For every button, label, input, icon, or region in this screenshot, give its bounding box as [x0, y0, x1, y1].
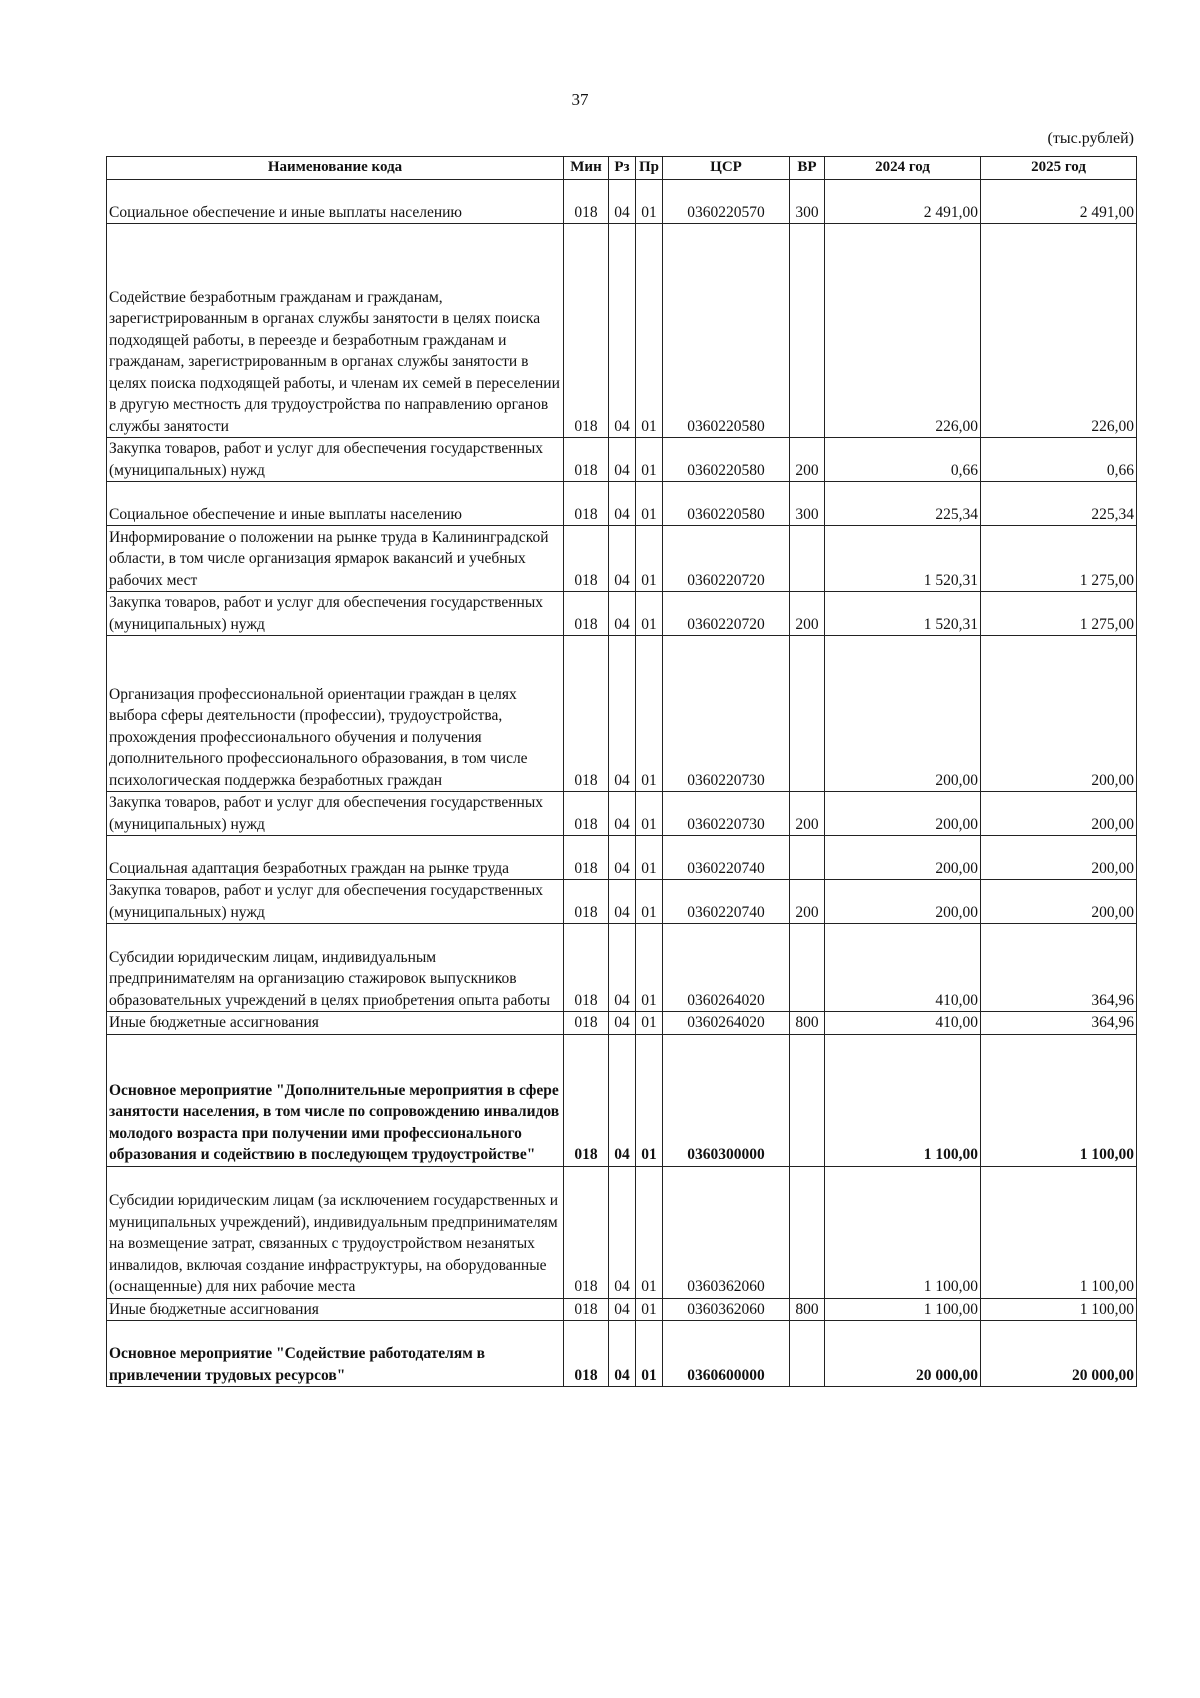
- table-row: [107, 482, 1137, 526]
- row-rz: 04: [609, 180, 636, 224]
- row-vr: [790, 636, 825, 792]
- row-pr: 01: [636, 592, 663, 636]
- table-row: [107, 1034, 1137, 1166]
- row-2025: 1 100,00: [981, 1034, 1137, 1166]
- header-csr: ЦСР: [663, 157, 790, 180]
- table-row: [107, 836, 1137, 880]
- header-rz: Рз: [609, 157, 636, 180]
- row-rz: 04: [609, 836, 636, 880]
- row-vr: [790, 924, 825, 1012]
- row-rz: 04: [609, 1012, 636, 1035]
- row-2025: 20 000,00: [981, 1321, 1137, 1387]
- table-row: [107, 438, 1137, 482]
- table-row: [107, 924, 1137, 1012]
- units-label: (тыс.рублей): [1047, 130, 1134, 147]
- row-rz: 04: [609, 526, 636, 592]
- row-vr: 200: [790, 880, 825, 924]
- row-2025: 364,96: [981, 1012, 1137, 1035]
- page-number: 37: [571, 90, 589, 109]
- row-pr: 01: [636, 792, 663, 836]
- row-rz: 04: [609, 1298, 636, 1321]
- row-vr: 200: [790, 792, 825, 836]
- row-pr: 01: [636, 636, 663, 792]
- row-name: Социальное обеспечение и иные выплаты населению: [107, 180, 564, 224]
- row-2024: 225,34: [825, 482, 981, 526]
- row-name: Закупка товаров, работ и услуг для обеспечения государственных (муниципальных) нужд: [107, 592, 564, 636]
- row-vr: [790, 836, 825, 880]
- row-min: 018: [564, 180, 609, 224]
- row-2024: 20 000,00: [825, 1321, 981, 1387]
- row-min: 018: [564, 224, 609, 438]
- row-2025: 200,00: [981, 836, 1137, 880]
- row-csr: 0360220580: [663, 438, 790, 482]
- table-row: [107, 180, 1137, 224]
- table-row: [107, 636, 1137, 792]
- row-2025: 1 100,00: [981, 1298, 1137, 1321]
- row-min: 018: [564, 1321, 609, 1387]
- row-csr: 0360220720: [663, 526, 790, 592]
- row-name: Организация профессиональной ориентации граждан в целях выбора сферы деятельности (профессии), трудоустройства, прохождения профессионального обучения и получения дополнительного профессионального образования, в том числе психологическая поддержка безработных граждан: [107, 636, 564, 792]
- row-csr: 0360362060: [663, 1166, 790, 1298]
- row-2024: 226,00: [825, 224, 981, 438]
- row-2025: 0,66: [981, 438, 1137, 482]
- row-name: Иные бюджетные ассигнования: [107, 1012, 564, 1035]
- header-pr: Пр: [636, 157, 663, 180]
- row-2024: 1 100,00: [825, 1034, 981, 1166]
- row-pr: 01: [636, 224, 663, 438]
- row-csr: 0360220580: [663, 224, 790, 438]
- table-body: [107, 180, 1137, 1387]
- row-2024: 0,66: [825, 438, 981, 482]
- row-2025: 1 100,00: [981, 1166, 1137, 1298]
- row-name: Информирование о положении на рынке труда в Калининградской области, в том числе организация ярмарок вакансий и учебных рабочих мест: [107, 526, 564, 592]
- row-name: Субсидии юридическим лицам (за исключением государственных и муниципальных учреждений), индивидуальным предпринимателям на возмещение затрат, связанных с трудоустройством незанятых инвалидов, включая создание инфраструктуры, на оборудованные (оснащенные) для них рабочие места: [107, 1166, 564, 1298]
- row-rz: 04: [609, 224, 636, 438]
- row-2024: 2 491,00: [825, 180, 981, 224]
- row-vr: 800: [790, 1012, 825, 1035]
- row-csr: 0360264020: [663, 924, 790, 1012]
- header-2025: 2025 год: [981, 157, 1137, 180]
- row-min: 018: [564, 880, 609, 924]
- row-2025: 1 275,00: [981, 592, 1137, 636]
- row-csr: 0360220740: [663, 880, 790, 924]
- row-csr: 0360220580: [663, 482, 790, 526]
- row-rz: 04: [609, 924, 636, 1012]
- row-2024: 410,00: [825, 1012, 981, 1035]
- row-name: Закупка товаров, работ и услуг для обеспечения государственных (муниципальных) нужд: [107, 792, 564, 836]
- row-vr: [790, 1166, 825, 1298]
- row-2024: 200,00: [825, 636, 981, 792]
- row-pr: 01: [636, 180, 663, 224]
- row-pr: 01: [636, 1321, 663, 1387]
- row-2024: 410,00: [825, 924, 981, 1012]
- row-name: Субсидии юридическим лицам, индивидуальным предпринимателям на организацию стажировок выпускников образовательных учреждений в целях приобретения опыта работы: [107, 924, 564, 1012]
- table-row: [107, 224, 1137, 438]
- header-name: Наименование кода: [107, 157, 564, 180]
- row-2024: 1 520,31: [825, 526, 981, 592]
- row-rz: 04: [609, 1034, 636, 1166]
- table-row: [107, 526, 1137, 592]
- row-min: 018: [564, 1034, 609, 1166]
- row-min: 018: [564, 1166, 609, 1298]
- table-row: [107, 592, 1137, 636]
- row-name: Основное мероприятие "Содействие работодателям в привлечении трудовых ресурсов": [107, 1321, 564, 1387]
- row-vr: [790, 526, 825, 592]
- row-pr: 01: [636, 836, 663, 880]
- row-2025: 2 491,00: [981, 180, 1137, 224]
- row-vr: 300: [790, 482, 825, 526]
- row-pr: 01: [636, 1012, 663, 1035]
- row-csr: 0360264020: [663, 1012, 790, 1035]
- row-2025: 200,00: [981, 792, 1137, 836]
- row-2024: 1 100,00: [825, 1298, 981, 1321]
- row-min: 018: [564, 482, 609, 526]
- row-min: 018: [564, 924, 609, 1012]
- row-2024: 1 520,31: [825, 592, 981, 636]
- row-vr: 300: [790, 180, 825, 224]
- row-vr: [790, 1034, 825, 1166]
- row-pr: 01: [636, 526, 663, 592]
- row-2024: 200,00: [825, 836, 981, 880]
- row-vr: [790, 224, 825, 438]
- row-vr: 800: [790, 1298, 825, 1321]
- row-name: Содействие безработным гражданам и гражданам, зарегистрированным в органах службы занятости в целях поиска подходящей работы, в переезде и безработным гражданам и гражданам, зарегистрированным в органах службы занятости в целях поиска подходящей работы, и членам их семей в переселении в другую местность для трудоустройства по направлению органов службы занятости: [107, 224, 564, 438]
- row-name: Иные бюджетные ассигнования: [107, 1298, 564, 1321]
- row-name: Социальное обеспечение и иные выплаты населению: [107, 482, 564, 526]
- row-pr: 01: [636, 1298, 663, 1321]
- row-2025: 1 275,00: [981, 526, 1137, 592]
- row-pr: 01: [636, 924, 663, 1012]
- row-min: 018: [564, 792, 609, 836]
- row-rz: 04: [609, 880, 636, 924]
- row-csr: 0360220730: [663, 636, 790, 792]
- table-header: [107, 157, 1137, 180]
- table-row: [107, 1298, 1137, 1321]
- row-min: 018: [564, 836, 609, 880]
- table-row: [107, 1166, 1137, 1298]
- header-min: Мин: [564, 157, 609, 180]
- row-rz: 04: [609, 438, 636, 482]
- row-rz: 04: [609, 1166, 636, 1298]
- row-2024: 200,00: [825, 880, 981, 924]
- row-2024: 1 100,00: [825, 1166, 981, 1298]
- row-min: 018: [564, 438, 609, 482]
- row-rz: 04: [609, 482, 636, 526]
- row-min: 018: [564, 636, 609, 792]
- table-row: [107, 792, 1137, 836]
- row-pr: 01: [636, 880, 663, 924]
- row-2024: 200,00: [825, 792, 981, 836]
- row-name: Основное мероприятие "Дополнительные мероприятия в сфере занятости населения, в том числе по сопровождению инвалидов молодого возраста при получении ими профессионального образования и содействию в последующем трудоустройстве": [107, 1034, 564, 1166]
- row-min: 018: [564, 1298, 609, 1321]
- row-csr: 0360600000: [663, 1321, 790, 1387]
- row-rz: 04: [609, 1321, 636, 1387]
- row-csr: 0360220720: [663, 592, 790, 636]
- row-2025: 226,00: [981, 224, 1137, 438]
- row-vr: 200: [790, 592, 825, 636]
- row-csr: 0360220570: [663, 180, 790, 224]
- row-2025: 364,96: [981, 924, 1137, 1012]
- row-name: Социальная адаптация безработных граждан на рынке труда: [107, 836, 564, 880]
- row-pr: 01: [636, 1034, 663, 1166]
- row-vr: [790, 1321, 825, 1387]
- row-csr: 0360362060: [663, 1298, 790, 1321]
- row-pr: 01: [636, 438, 663, 482]
- row-rz: 04: [609, 636, 636, 792]
- row-min: 018: [564, 526, 609, 592]
- header-2024: 2024 год: [825, 157, 981, 180]
- row-csr: 0360300000: [663, 1034, 790, 1166]
- row-min: 018: [564, 592, 609, 636]
- table-row: [107, 1321, 1137, 1387]
- row-min: 018: [564, 1012, 609, 1035]
- row-name: Закупка товаров, работ и услуг для обеспечения государственных (муниципальных) нужд: [107, 438, 564, 482]
- row-pr: 01: [636, 482, 663, 526]
- row-vr: 200: [790, 438, 825, 482]
- row-csr: 0360220730: [663, 792, 790, 836]
- row-rz: 04: [609, 792, 636, 836]
- row-2025: 200,00: [981, 636, 1137, 792]
- row-csr: 0360220740: [663, 836, 790, 880]
- row-rz: 04: [609, 592, 636, 636]
- table-row: [107, 1012, 1137, 1035]
- row-name: Закупка товаров, работ и услуг для обеспечения государственных (муниципальных) нужд: [107, 880, 564, 924]
- table-row: [107, 880, 1137, 924]
- budget-table: [106, 156, 1137, 1387]
- row-2025: 200,00: [981, 880, 1137, 924]
- row-2025: 225,34: [981, 482, 1137, 526]
- header-vr: ВР: [790, 157, 825, 180]
- row-pr: 01: [636, 1166, 663, 1298]
